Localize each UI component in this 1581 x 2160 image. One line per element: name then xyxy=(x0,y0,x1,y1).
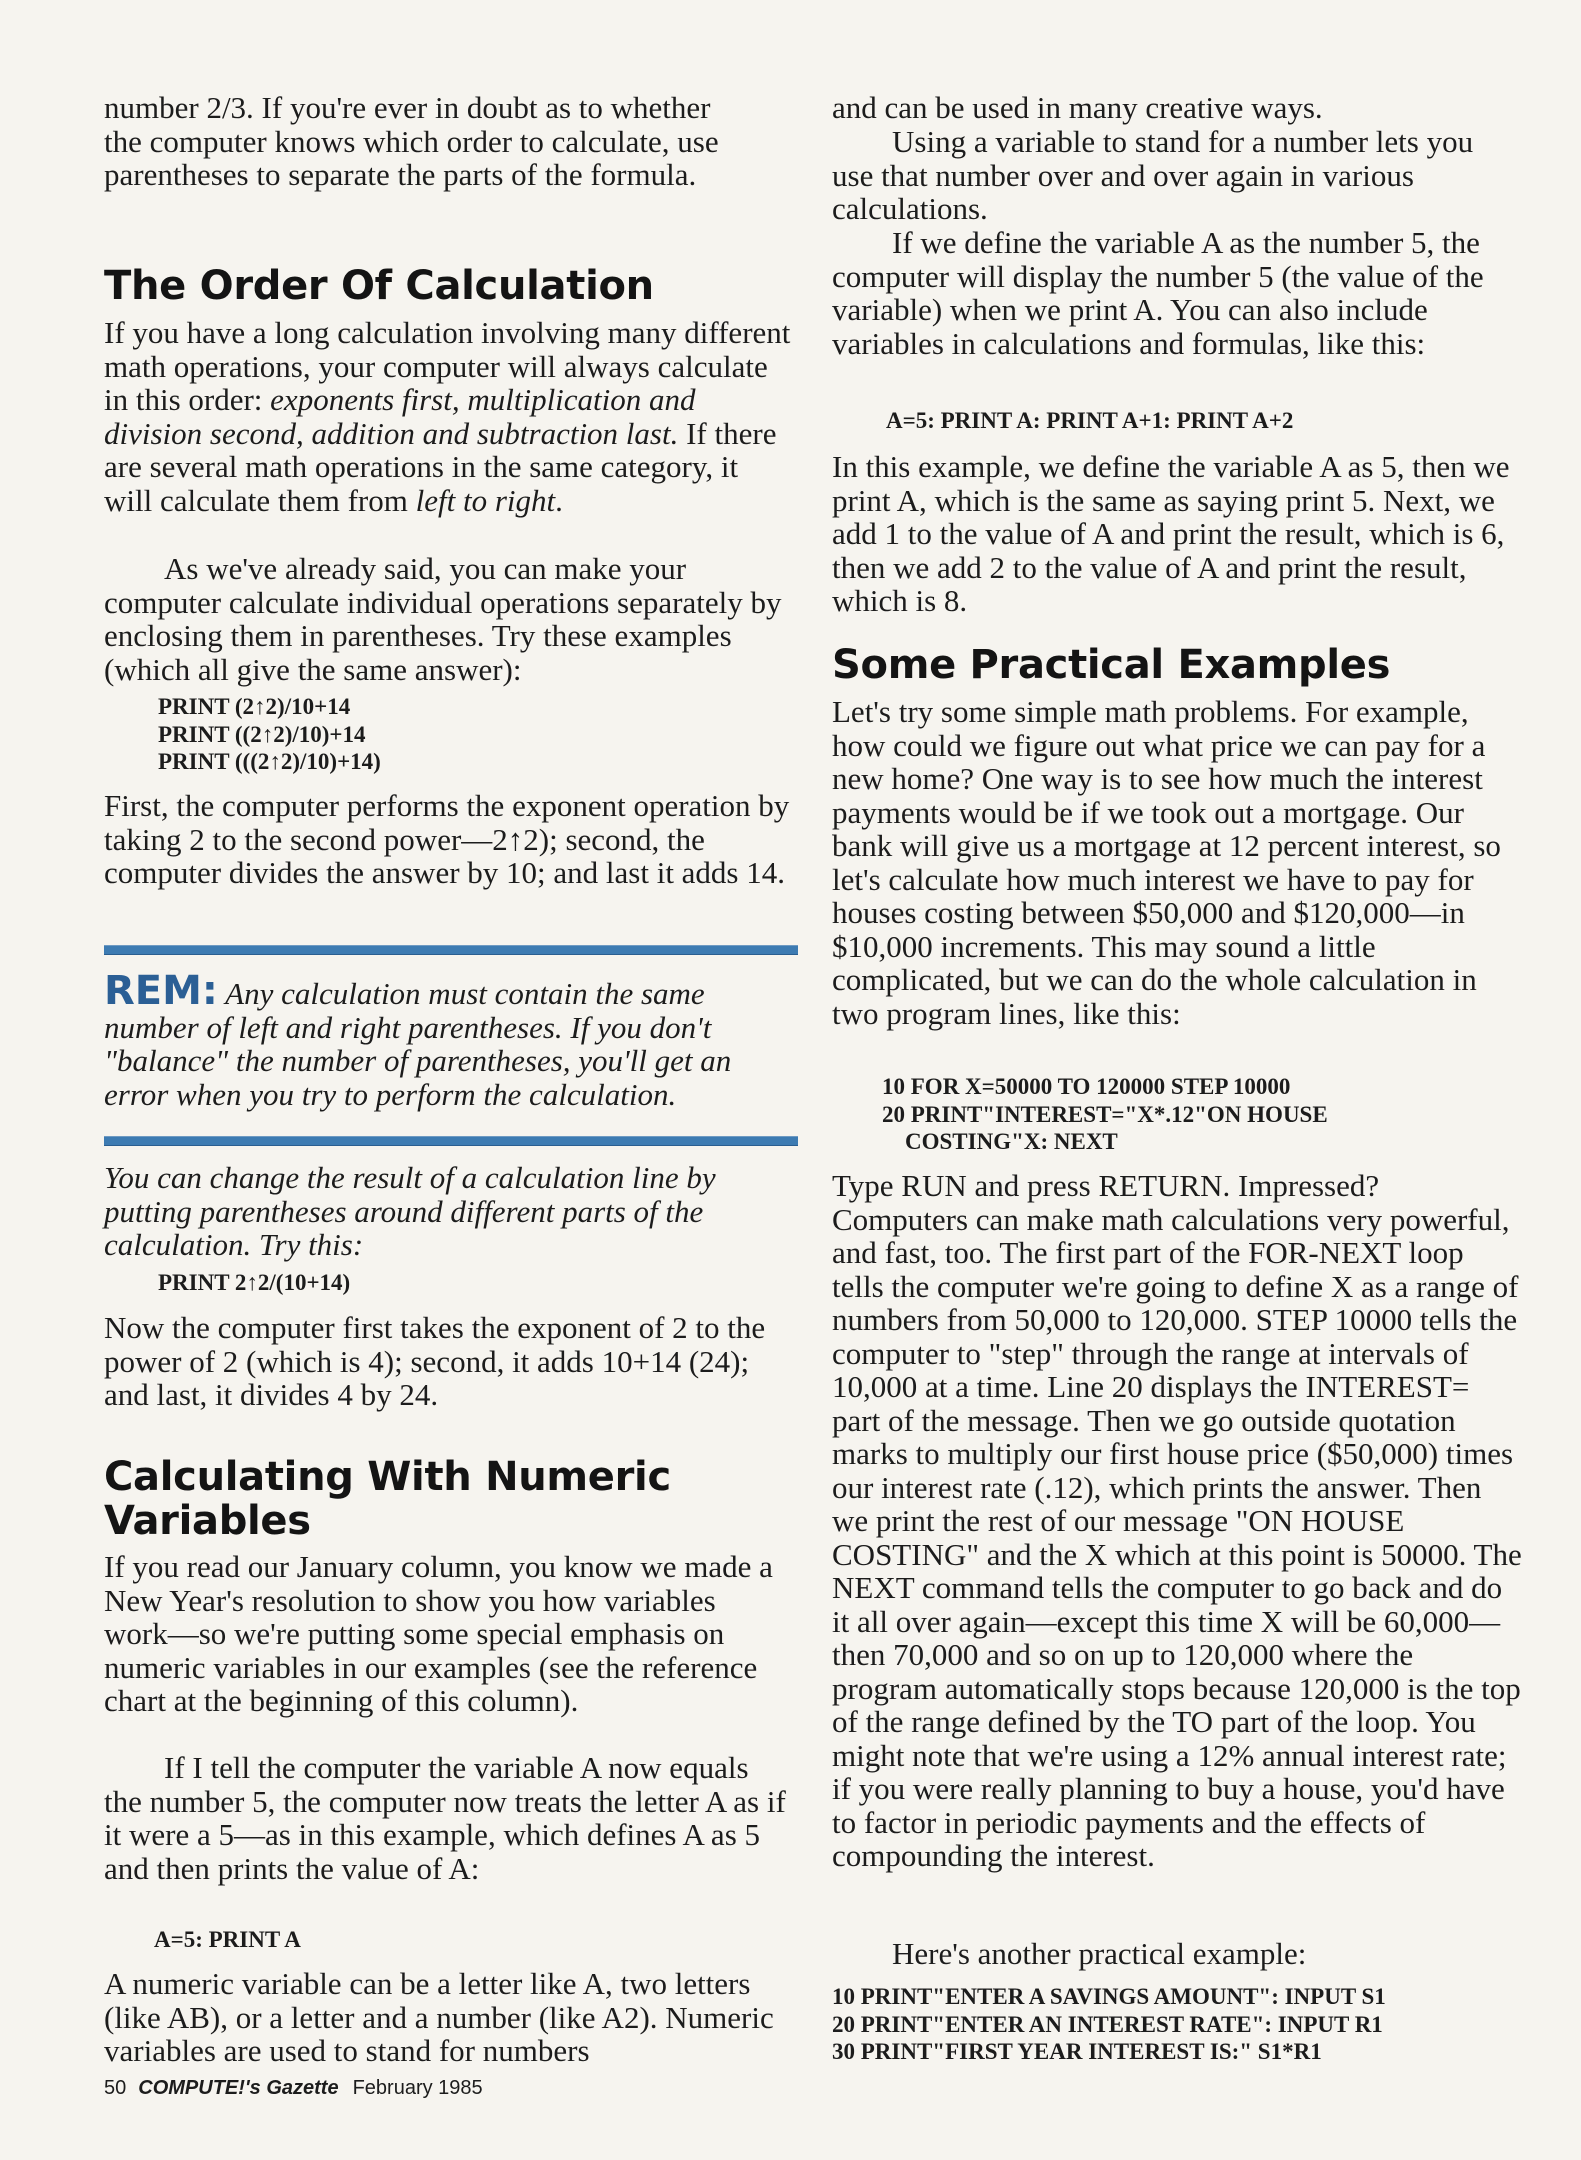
code-line: A=5: PRINT A xyxy=(154,1927,301,1952)
code-example-4 xyxy=(886,407,1293,435)
right-paragraph-5: Let's try some simple math problems. For example, how could we figure out what price we can pay for a new home? One way is to see how much the interest payments would be if we took out a mortgage. Our bank will give us a mortgage at 12 percent interest, so let's calculate how much interest we have to pay for houses costing between $50,000 and $120,000—in $10,000 increments. This may sound a little complicated, but we can do the whole calculation in two program lines, like this: xyxy=(832,694,1501,1031)
heading-order-of-calculation: The Order Of Calculation xyxy=(104,263,654,309)
rem-top-rule xyxy=(104,945,798,955)
variables-paragraph-1: If you read our January column, you know we made a New Year's resolution to show you how variables work—so we're putting some special emphasis on numeric variables in our examples (see the reference chart at the beginning of this column). xyxy=(104,1549,773,1718)
code-line: 20 PRINT"INTEREST="X*.12"ON HOUSE xyxy=(882,1101,1328,1127)
code-line: PRINT ((2↑2)/10)+14 xyxy=(158,721,366,747)
code-example-3 xyxy=(154,1926,301,1954)
code-example-2 xyxy=(158,1269,350,1297)
code-line: 20 PRINT"ENTER AN INTEREST RATE": INPUT R1 xyxy=(832,2011,1383,2037)
order-paragraph-2: As we've already said, you can make your computer calculate individual operations separately by enclosing them in parentheses. Try these examples (which all give the same answer): xyxy=(104,551,782,687)
intro-paragraph: number 2/3. If you're ever in doubt as to whether the computer knows which order to calculate, use parentheses to separate the parts of the formula. xyxy=(104,90,719,192)
heading-numeric-variables: Calculating With Numeric Variables xyxy=(104,1454,671,1544)
code-line: PRINT (2↑2)/10+14 xyxy=(158,694,351,719)
code-example-1 xyxy=(158,693,381,776)
code-line: PRINT 2↑2/(10+14) xyxy=(158,1270,351,1295)
code-example-5 xyxy=(882,1073,1328,1156)
right-paragraph-6: Type RUN and press RETURN. Impressed? Computers can make math calculations very powerful, and fast, too. The first part of the FOR-NEXT loop tells the computer we're going to define X as a range of numbers from 50,000 to 120,000. STEP 10000 tells the computer to "step" through the range at intervals of 10,000 at a time. Line 20 displays the INTEREST= part of the message. Then we go outside quotation marks to multiply our first house price ($50,000) times our interest rate (.12), which prints the answer. Then we print the rest of our message "ON HOUSE COSTING" and the X which at this point is 50000. The NEXT command tells the computer to go back and do it all over again—except this time X will be 60,000—then 70,000 and so on up to 120,000 where the program automatically stops because 120,000 is the top of the range defined by the TO part of the loop. You might note that we're using a 12% annual interest rate; if you were really planning to buy a house, you'd have to factor in periodic payments and the effects of compounding the interest. xyxy=(832,1168,1522,1873)
order-paragraph-4: Now the computer first takes the exponent of 2 to the power of 2 (which is 4); second, it adds 10+14 (24); and last, it divides 4 by 24. xyxy=(104,1310,766,1412)
page-number: 50 xyxy=(104,2077,127,2099)
order-paragraph-1: If you have a long calculation involving many different math operations, your computer will always calculate in this order: exponents first, multiplication and division second, addition and subtraction last. If there are several math operations in the same category, it will calculate them from left to right. xyxy=(104,315,791,518)
right-paragraph-7: Here's another practical example: xyxy=(892,1936,1307,1971)
heading-practical-examples: Some Practical Examples xyxy=(832,642,1391,688)
right-paragraph-3: If we define the variable A as the number 5, the computer will display the number 5 (the value of the variable) when we print A. You can also include variables in calculations and formulas, like this: xyxy=(832,225,1484,361)
magazine-name: COMPUTE!'s Gazette xyxy=(138,2077,339,2099)
page-footer xyxy=(104,2077,483,2100)
right-paragraph-1: and can be used in many creative ways. xyxy=(832,90,1323,125)
rem-text: Any calculation must contain the same number of left and right parentheses. If you don't "balance" the number of parentheses, you'll get an error when you try to perform the calculation. xyxy=(104,976,732,1112)
variables-paragraph-3: A numeric variable can be a letter like A, two letters (like AB), or a letter and a number (like A2). Numeric variables are used to stand for numbers xyxy=(104,1966,774,2068)
code-line: PRINT (((2↑2)/10)+14) xyxy=(158,749,381,774)
code-example-6 xyxy=(832,1983,1386,2066)
code-line: COSTING"X: NEXT xyxy=(882,1129,1118,1154)
rem-note xyxy=(104,968,794,1112)
code-line: 10 PRINT"ENTER A SAVINGS AMOUNT": INPUT S1 xyxy=(832,1984,1386,2009)
rem-label: REM: xyxy=(104,968,218,1014)
code-line: 10 FOR X=50000 TO 120000 STEP 10000 xyxy=(882,1074,1291,1099)
right-paragraph-4: In this example, we define the variable A as 5, then we print A, which is the same as saying print 5. Next, we add 1 to the value of A and print the result, which is 6, then we add 2 to the value of A and print the result, which is 8. xyxy=(832,449,1510,618)
variables-paragraph-2: If I tell the computer the variable A now equals the number 5, the computer now treats the letter A as if it were a 5—as in this example, which defines A as 5 and then prints the value of A: xyxy=(104,1750,786,1886)
order-paragraph-3: First, the computer performs the exponent operation by taking 2 to the second power—2↑2); second, the computer divides the answer by 10; and last it adds 14. xyxy=(104,788,790,890)
code-line: 30 PRINT"FIRST YEAR INTEREST IS:" S1*R1 xyxy=(832,2039,1322,2064)
code-line: A=5: PRINT A: PRINT A+1: PRINT A+2 xyxy=(886,408,1294,433)
right-paragraph-2: Using a variable to stand for a number lets you use that number over and over again in various calculations. xyxy=(832,124,1474,226)
issue-date: February 1985 xyxy=(352,2077,483,2099)
italic-paragraph: You can change the result of a calculation line by putting parentheses around different parts of the calculation. Try this: xyxy=(104,1160,716,1262)
rem-bottom-rule xyxy=(104,1136,798,1146)
